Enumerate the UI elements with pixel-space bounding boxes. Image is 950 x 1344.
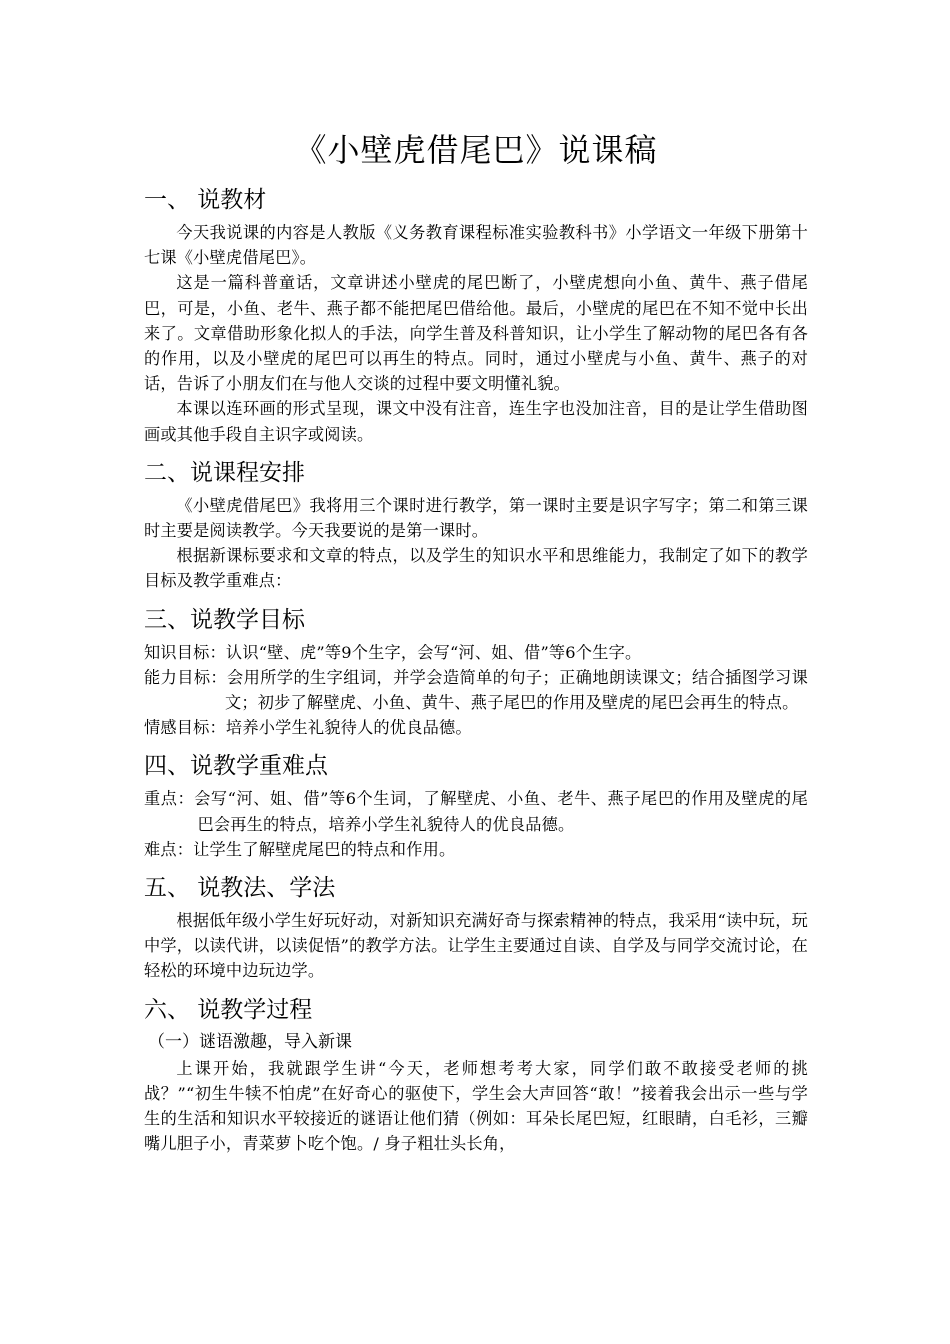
subsection-heading: （一）谜语激趣，导入新课 — [148, 1031, 352, 1052]
section-heading-teaching-goals: 三、说教学目标 — [144, 606, 305, 633]
paragraph: 今天我说课的内容是人教版《义务教育课程标准实验教科书》小学语文一年级下册第十七课《小壁虎借尾巴》。 — [144, 223, 808, 268]
section-heading-key-points: 四、说教学重难点 — [144, 753, 328, 780]
section-heading-course-arrangement: 二、说课程安排 — [144, 459, 305, 486]
paragraph: 本课以连环画的形式呈现，课文中没有注音，连生字也没加注音，目的是让学生借助图画或其他手段自主识字或阅读。 — [144, 399, 808, 444]
document-title: 《小壁虎借尾巴》说课稿 — [294, 131, 658, 169]
difficult-point: 难点：让学生了解壁虎尾巴的特点和作用。 — [144, 839, 456, 859]
paragraph: 上课开始，我就跟学生讲“今天，老师想考考大家，同学们敢不敢接受老师的挑战？”“初生牛犊不怕虎”在好奇心的驱使下，学生会大声回答“敢！”接着我会出示一些与学生的生活和知识水平较接近的谜语让他们猜（例如：耳朵长尾巴短，红眼睛，白毛衫，三瓣嘴儿胆子小，青菜萝卜吃个饱。/ 身子粗壮头长角， — [144, 1058, 808, 1154]
goal-knowledge: 知识目标：认识“壁、虎”等9个生字，会写“河、姐、借”等6个生字。 — [144, 642, 642, 662]
goal-ability: 能力目标：会用所学的生字组词，并学会造简单的句子；正确地朗读课文；结合插图学习课文；初步了解壁虎、小鱼、黄牛、燕子尾巴的作用及壁虎的尾巴会再生的特点。 — [144, 667, 808, 713]
key-point: 重点：会写“河、姐、借”等6个生词，了解壁虎、小鱼、老牛、燕子尾巴的作用及壁虎的尾巴会再生的特点，培养小学生礼貌待人的优良品德。 — [144, 789, 808, 834]
paragraph: 根据低年级小学生好玩好动，对新知识充满好奇与探索精神的特点，我采用“读中玩，玩中学，以读代讲，以读促悟”的教学方法。让学生主要通过自读、自学及与同学交流讨论，在轻松的环境中边玩边学。 — [144, 911, 808, 981]
paragraph: 《小壁虎借尾巴》我将用三个课时进行教学，第一课时主要是识字写字；第二和第三课时主要是阅读教学。今天我要说的是第一课时。 — [144, 495, 808, 541]
goal-emotion: 情感目标：培养小学生礼貌待人的优良品德。 — [144, 718, 472, 738]
section-heading-teaching-process: 六、 说教学过程 — [144, 996, 313, 1023]
section-heading-teaching-material: 一、 说教材 — [144, 187, 267, 213]
paragraph: 根据新课标要求和文章的特点，以及学生的知识水平和思维能力，我制定了如下的教学目标及教学重难点： — [144, 546, 808, 591]
section-heading-teaching-methods: 五、 说教法、学法 — [144, 875, 336, 902]
paragraph: 这是一篇科普童话，文章讲述小壁虎的尾巴断了，小壁虎想向小鱼、黄牛、燕子借尾巴，可是，小鱼、老牛、燕子都不能把尾巴借给他。最后，小壁虎的尾巴在不知不觉中长出来了。文章借助形象化拟人的手法，向学生普及科普知识，让小学生了解动物的尾巴各有各的作用，以及小壁虎的尾巴可以再生的特点。同时，通过小壁虎与小鱼、黄牛、燕子的对话，告诉了小朋友们在与他人交谈的过程中要文明懂礼貌。 — [144, 273, 808, 394]
document-page — [144, 118, 808, 1156]
